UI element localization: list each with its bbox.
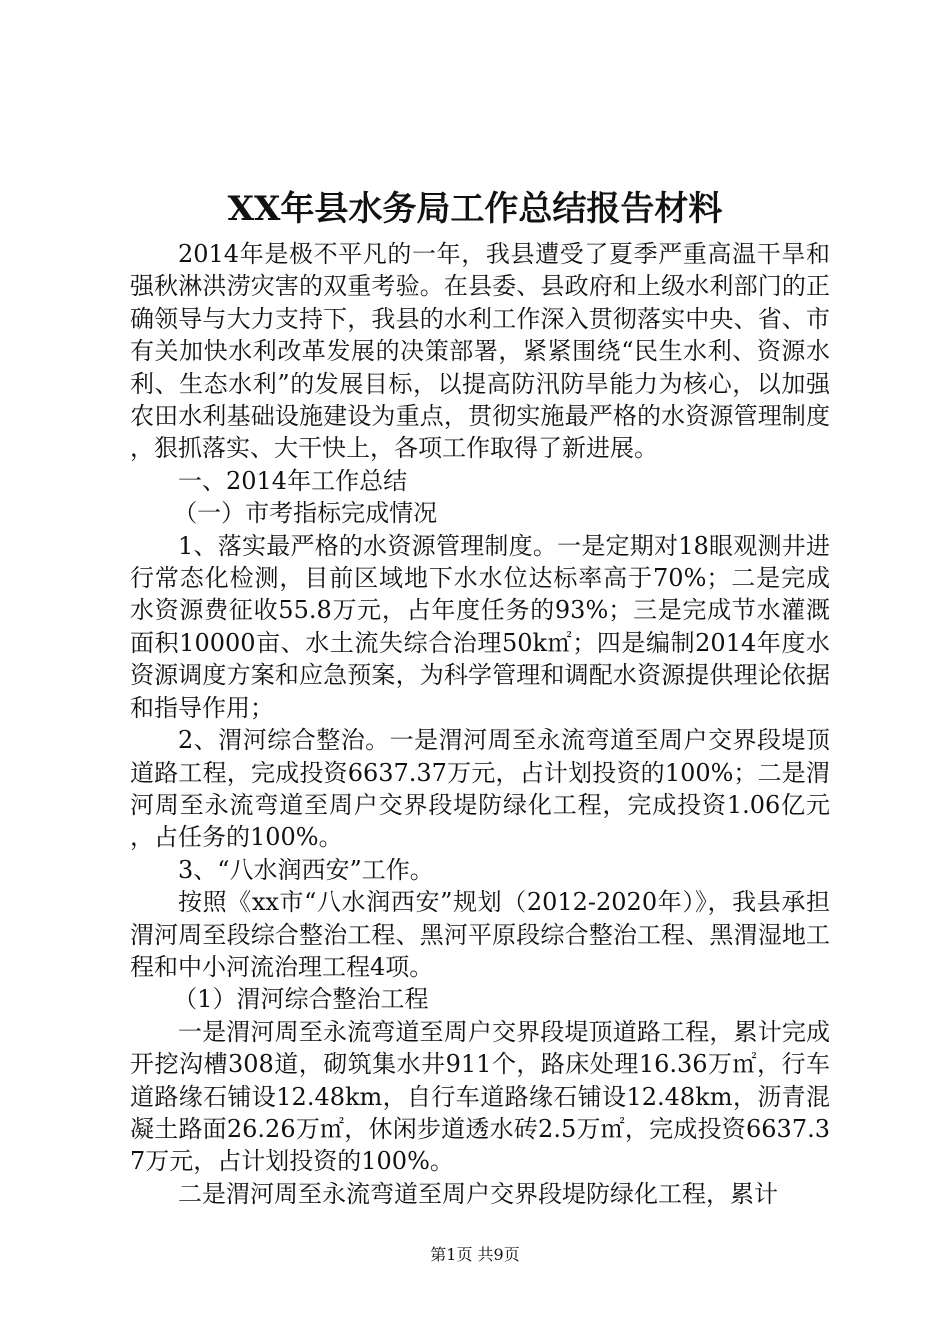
page-footer: 第1页 共9页 [430,1245,520,1264]
document-title: XX年县水务局工作总结报告材料 [227,189,723,229]
section-heading: 一、2014年工作总结 [178,466,408,495]
body-paragraph: 按照《xx市“八水润西安”规划（2012-2020年）》，我县承担渭河周至段综合整治工程、黑河平原段综合整治工程、黑渭湿地工程和中小河流治理工程4项。 [130,888,830,981]
body-paragraph: 二是渭河周至永流弯道至周户交界段堤防绿化工程，累计 [178,1179,778,1208]
item-subheading: （1）渭河综合整治工程 [173,985,429,1014]
subsection-heading: （一）市考指标完成情况 [173,499,438,528]
item-heading: 3、“八水润西安”工作。 [178,855,434,884]
body-paragraph: 一是渭河周至永流弯道至周户交界段堤顶道路工程，累计完成开挖沟槽308道，砌筑集水井911个，路床处理16.36万㎡，行车道路缘石铺设12.48km，自行车道路缘石铺设12.48km，沥青混凝土路面26.26万㎡，休闲步道透水砖2.5万㎡，完成投资6637.37万元，占计划投资的100%。 [130,1017,830,1176]
intro-paragraph: 2014年是极不平凡的一年，我县遭受了夏季严重高温干旱和强秋淋洪涝灾害的双重考验。在县委、县政府和上级水利部门的正确领导与大力支持下，我县的水利工作深入贯彻落实中央、省、市有关加快水利改革发展的决策部署，紧紧围绕“民生水利、资源水利、生态水利”的发展目标，以提高防汛防旱能力为核心，以加强农田水利基础设施建设为重点，贯彻实施最严格的水资源管理制度，狠抓落实、大干快上，各项工作取得了新进展。 [130,240,830,463]
document-body [130,238,830,1210]
body-paragraph: 2、渭河综合整治。一是渭河周至永流弯道至周户交界段堤顶道路工程，完成投资6637.37万元，占计划投资的100%；二是渭河周至永流弯道至周户交界段堤防绿化工程，完成投资1.06亿元，占任务的100%。 [130,726,830,852]
body-paragraph: 1、落实最严格的水资源管理制度。一是定期对18眼观测井进行常态化检测，目前区域地下水水位达标率高于70%；二是完成水资源费征收55.8万元，占年度任务的93%；三是完成节水灌溉面积10000亩、水土流失综合治理50k㎡；四是编制2014年度水资源调度方案和应急预案，为科学管理和调配水资源提供理论依据和指导作用； [130,531,830,722]
